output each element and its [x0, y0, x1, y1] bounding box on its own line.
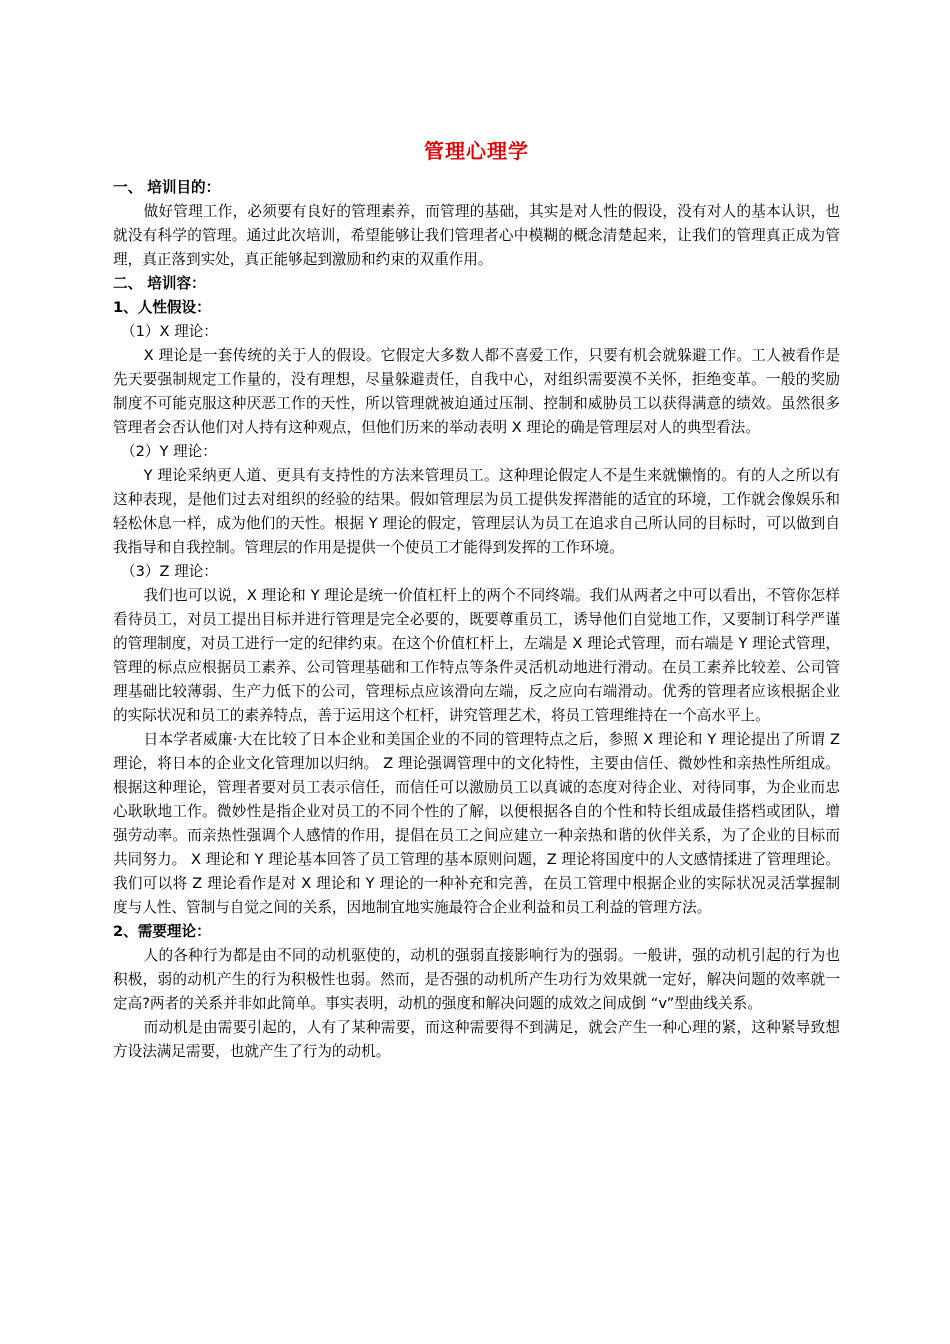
section-heading-purpose: 一、 培训目的：: [113, 179, 221, 196]
paragraph-needs-1: 人的各种行为都是由不同的动机驱使的，动机的强弱直接影响行为的强弱。一般讲，强的动机引起的行为也积极，弱的动机产生的行为积极性也弱。然而，是否强的动机所产生功行为效果就一定好，解决问题的效率就一定高?两者的关系并非如此简单。事实表明，动机的强度和解决问题的成效之间成倒 “v”型曲线关系。: [113, 947, 840, 1012]
paragraph-z-theory-2: 日本学者威廉·大在比较了日本企业和美国企业的不同的管理特点之后，参照 X 理论和 Y 理论提出了所谓 Z 理论，将日本的企业文化管理加以归纳。 Z 理论强调管理中的文化特性，主要由信任、微妙性和亲热性所组成。根据这种理论，管理者要对员工表示信任，而信任可以激励员工以真诚的态度对待企业、对待同事，为企业而忠心耿耿地工作。微妙性是指企业对员工的不同个性的了解，以便根据各自的个性和特长组成最佳搭档或团队，增强劳动率。而亲热性强调个人感情的作用，提倡在员工之间应建立一种亲热和谐的伙伴关系，为了企业的目标而共同努力。 X 理论和 Y 理论基本回答了员工管理的基本原则问题，Z 理论将国度中的人文感情揉进了管理理论。我们可以将 Z 理论看作是对 X 理论和 Y 理论的一种补充和完善，在员工管理中根据企业的实际状况灵活掌握制度与人性、管制与自觉之间的关系，因地制宜地实施最符合企业利益和员工利益的管理方法。: [113, 731, 840, 916]
z-theory-label: （3）Z 理论：: [121, 563, 218, 580]
section-heading-content: 二、 培训容：: [113, 275, 206, 292]
document-page: [113, 136, 840, 1064]
subsection-heading-needs: 2、需要理论：: [113, 923, 211, 940]
x-theory-label: （1）X 理论：: [121, 323, 218, 340]
paragraph-purpose: 做好管理工作，必须要有良好的管理素养，而管理的基础，其实是对人性的假设，没有对人的基本认识，也就没有科学的管理。通过此次培训，希望能够让我们管理者心中模糊的概念清楚起来，让我们的管理真正成为管理，真正落到实处，真正能够起到激励和约束的双重作用。: [113, 203, 840, 268]
paragraph-y-theory: Y 理论采纳更人道、更具有支持性的方法来管理员工。这种理论假定人不是生来就懒惰的。有的人之所以有这种表现，是他们过去对组织的经验的结果。假如管理层为员工提供发挥潜能的适宜的环境，工作就会像娱乐和轻松休息一样，成为他们的天性。根据 Y 理论的假定，管理层认为员工在追求自己所认同的目标时，可以做到自我指导和自我控制。管理层的作用是提供一个使员工才能得到发挥的工作环境。: [113, 467, 840, 556]
paragraph-z-theory-1: 我们也可以说，X 理论和 Y 理论是统一价值杠杆上的两个不同终端。我们从两者之中可以看出，不管你怎样看待员工，对员工提出目标并进行管理是完全必要的，既要尊重员工，诱导他们自觉地工作，又要制订科学严谨的管理制度，对员工进行一定的纪律约束。在这个价值杠杆上，左端是 X 理论式管理，而右端是 Y 理论式管理，管理的标点应根据员工素养、公司管理基础和工作特点等条件灵活机动地进行滑动。在员工素养比较差、公司管理基础比较薄弱、生产力低下的公司，管理标点应该滑向左端，反之应向右端滑动。优秀的管理者应该根据企业的实际状况和员工的素养特点，善于运用这个杠杆，讲究管理艺术，将员工管理维持在一个高水平上。: [113, 587, 840, 724]
document-title: 管理心理学: [424, 139, 529, 163]
subsection-heading-human-nature: 1、人性假设：: [113, 299, 211, 316]
paragraph-needs-2: 而动机是由需要引起的，人有了某种需要，而这种需要得不到满足，就会产生一种心理的紧，这种紧导致想方设法满足需要，也就产生了行为的动机。: [113, 1019, 840, 1060]
y-theory-label: （2）Y 理论：: [121, 443, 217, 460]
paragraph-x-theory: X 理论是一套传统的关于人的假设。它假定大多数人都不喜爱工作，只要有机会就躲避工作。工人被看作是先天要强制规定工作量的，没有理想，尽量躲避责任，自我中心，对组织需要漠不关怀，拒绝变革。一般的奖励制度不可能克服这种厌恶工作的天性，所以管理就被迫通过压制、控制和威胁员工以获得满意的绩效。虽然很多管理者会否认他们对人持有这种观点，但他们历来的举动表明 X 理论的确是管理层对人的典型看法。: [113, 347, 840, 436]
